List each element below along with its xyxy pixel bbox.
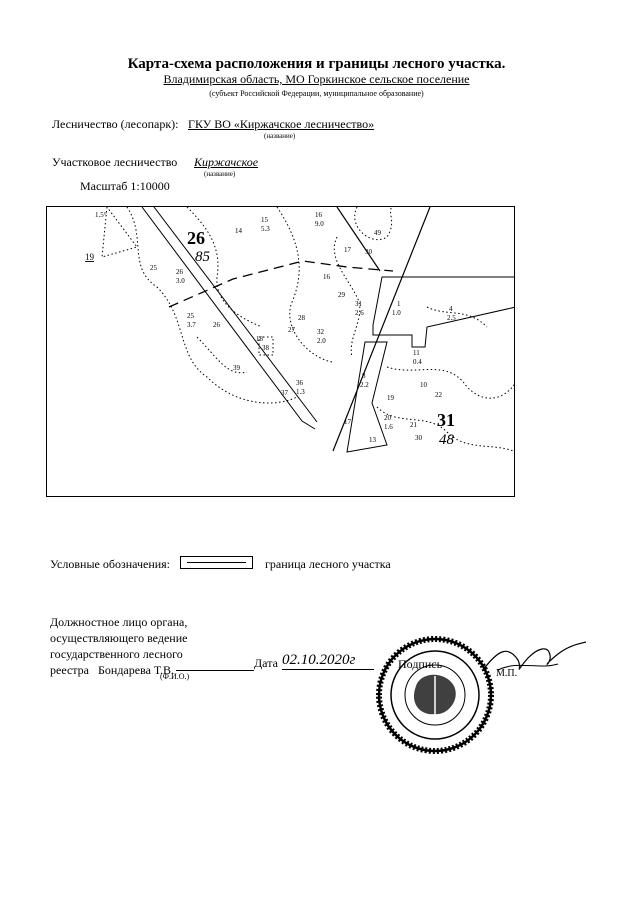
quarter-boundary bbox=[333, 207, 430, 451]
quarter-31-number: 31 bbox=[437, 410, 455, 430]
registry-label: реестра bbox=[50, 663, 89, 677]
svg-text:21: 21 bbox=[410, 421, 417, 429]
district-label: Участковое лесничество bbox=[52, 155, 178, 169]
region-value: Владимирская область, МО Горкинское сельское поселение bbox=[163, 72, 470, 86]
svg-text:28: 28 bbox=[298, 314, 305, 322]
official-name: Бондарева Т.В. bbox=[98, 663, 175, 677]
svg-text:49: 49 bbox=[374, 229, 381, 237]
svg-text:38: 38 bbox=[262, 344, 269, 352]
svg-text:17: 17 bbox=[344, 418, 351, 426]
signature-label: Подпись bbox=[398, 657, 443, 671]
quarter-26-area: 85 bbox=[195, 249, 210, 265]
svg-text:39: 39 bbox=[233, 364, 240, 372]
district-value: Киржачское bbox=[194, 155, 259, 169]
svg-text:1.0: 1.0 bbox=[392, 309, 401, 317]
svg-text:10: 10 bbox=[420, 381, 427, 389]
svg-text:2.5: 2.5 bbox=[447, 314, 456, 322]
legend-label: Условные обозначения: bbox=[50, 557, 171, 571]
district-note: (название) bbox=[204, 170, 236, 178]
legend-text: граница лесного участка bbox=[265, 557, 391, 571]
svg-text:37: 37 bbox=[281, 389, 288, 397]
svg-text:25: 25 bbox=[187, 312, 194, 320]
compartment-labels bbox=[85, 211, 456, 444]
svg-text:0.4: 0.4 bbox=[413, 358, 422, 366]
svg-text:3.0: 3.0 bbox=[176, 277, 185, 285]
svg-text:1.5°: 1.5° bbox=[95, 211, 107, 219]
svg-text:3.7: 3.7 bbox=[187, 321, 196, 329]
svg-text:2.0: 2.0 bbox=[317, 337, 326, 345]
name-underline bbox=[176, 670, 254, 671]
svg-text:16: 16 bbox=[323, 273, 330, 281]
quarter-31-area: 48 bbox=[439, 432, 454, 448]
svg-text:1.6: 1.6 bbox=[384, 423, 393, 431]
svg-text:2.2: 2.2 bbox=[360, 381, 369, 389]
svg-text:36: 36 bbox=[296, 379, 303, 387]
date-value: 02.10.2020г bbox=[282, 652, 374, 670]
svg-text:26: 26 bbox=[213, 321, 220, 329]
svg-text:27: 27 bbox=[288, 326, 295, 334]
handwritten-signature bbox=[478, 640, 588, 680]
svg-text:31: 31 bbox=[355, 300, 362, 308]
lower-parcel-outline bbox=[347, 342, 387, 452]
legend-boundary-symbol bbox=[180, 556, 253, 569]
forest-contour-6 bbox=[387, 367, 515, 398]
region-note: (субъект Российской Федерации, муниципальное образование) bbox=[209, 89, 424, 98]
road-line-2 bbox=[154, 207, 317, 422]
official-block bbox=[50, 614, 187, 678]
svg-text:9.0: 9.0 bbox=[315, 220, 324, 228]
forestry-note: (название) bbox=[264, 132, 296, 140]
forest-map bbox=[46, 206, 515, 497]
svg-text:14: 14 bbox=[235, 227, 242, 235]
forestry-label: Лесничество (лесопарк): bbox=[52, 117, 179, 131]
svg-text:29: 29 bbox=[338, 291, 345, 299]
svg-text:30: 30 bbox=[415, 434, 422, 442]
svg-text:4: 4 bbox=[449, 305, 453, 313]
document-title: Карта-схема расположения и границы лесного участка. bbox=[127, 56, 506, 72]
svg-text:19: 19 bbox=[85, 252, 94, 262]
svg-text:5.3: 5.3 bbox=[261, 225, 270, 233]
svg-text:13: 13 bbox=[369, 436, 376, 444]
name-note: (Ф.И.О.) bbox=[160, 672, 190, 681]
forestry-value: ГКУ ВО «Киржачское лесничество» bbox=[188, 117, 375, 131]
svg-text:1: 1 bbox=[397, 300, 401, 308]
mp-label: М.П. bbox=[496, 668, 518, 679]
svg-text:18: 18 bbox=[256, 335, 263, 343]
region-line bbox=[0, 72, 633, 87]
svg-text:19: 19 bbox=[387, 394, 394, 402]
svg-text:15: 15 bbox=[261, 216, 268, 224]
svg-text:30: 30 bbox=[365, 248, 372, 256]
official-seal bbox=[376, 636, 494, 754]
svg-text:25: 25 bbox=[150, 264, 157, 272]
svg-text:20: 20 bbox=[384, 414, 391, 422]
forest-contour-1 bbox=[127, 207, 297, 403]
official-line-3: государственного лесного bbox=[50, 647, 183, 661]
svg-text:26: 26 bbox=[176, 268, 183, 276]
svg-text:2.6: 2.6 bbox=[355, 309, 364, 317]
official-line-2: осуществляющего ведение bbox=[50, 631, 188, 645]
svg-text:17: 17 bbox=[344, 246, 351, 254]
date-label: Дата bbox=[254, 656, 278, 670]
official-line-1: Должностное лицо органа, bbox=[50, 615, 188, 629]
forest-map-drawing bbox=[47, 207, 515, 497]
svg-text:11: 11 bbox=[413, 349, 420, 357]
forest-contour-8 bbox=[427, 307, 487, 327]
scale-text: Масштаб 1:10000 bbox=[80, 179, 170, 193]
quarter-26-number: 26 bbox=[187, 228, 205, 248]
svg-text:8: 8 bbox=[362, 372, 366, 380]
svg-text:16: 16 bbox=[315, 211, 322, 219]
road-line-1 bbox=[142, 207, 315, 429]
svg-text:32: 32 bbox=[317, 328, 324, 336]
svg-text:1.3: 1.3 bbox=[296, 388, 305, 396]
forest-contour-2 bbox=[187, 207, 262, 327]
svg-text:22: 22 bbox=[435, 391, 442, 399]
